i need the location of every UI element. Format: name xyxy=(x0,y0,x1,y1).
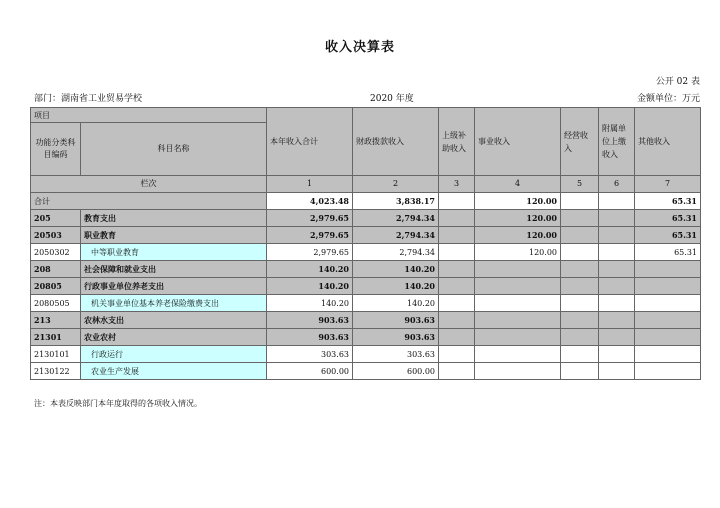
unit-label: 金额单位：万元 xyxy=(636,94,700,104)
cell-business xyxy=(475,312,561,329)
table-row xyxy=(31,261,701,278)
cell-other xyxy=(635,261,701,278)
cell-name: 农业农村 xyxy=(81,329,267,346)
table-row xyxy=(31,244,701,261)
cell-total: 903.63 xyxy=(267,312,353,329)
cell-code: 20503 xyxy=(31,227,81,244)
cell-total: 903.63 xyxy=(267,329,353,346)
header-fiscal: 财政拨款收入 xyxy=(353,108,439,176)
cell-other xyxy=(635,363,701,380)
header-total: 本年收入合计 xyxy=(267,108,353,176)
cell-superior xyxy=(439,363,475,380)
table-row xyxy=(31,363,701,380)
cell-code: 205 xyxy=(31,210,81,227)
cell-name: 行政运行 xyxy=(81,346,267,363)
cell-affiliated xyxy=(599,261,635,278)
col-number: 1 xyxy=(267,176,353,193)
cell-operating xyxy=(561,278,599,295)
table-row xyxy=(31,210,701,227)
cell-fiscal: 140.20 xyxy=(353,261,439,278)
cell-code: 2080505 xyxy=(31,295,81,312)
cell-superior xyxy=(439,278,475,295)
year-label: 2020 年度 xyxy=(370,94,414,104)
cell-code: 21301 xyxy=(31,329,81,346)
cell-fiscal: 2,794.34 xyxy=(353,227,439,244)
cell-total: 600.00 xyxy=(267,363,353,380)
cell-affiliated xyxy=(599,193,635,210)
cell-operating xyxy=(561,261,599,278)
cell-superior xyxy=(439,261,475,278)
footnote: 注：本表反映部门本年度取得的各项收入情况。 xyxy=(34,399,202,408)
header-affiliated: 附属单位上缴收入 xyxy=(599,108,635,176)
cell-superior xyxy=(439,312,475,329)
cell-business xyxy=(475,278,561,295)
cell-fiscal: 903.63 xyxy=(353,312,439,329)
cell-business xyxy=(475,329,561,346)
cell-total: 2,979.65 xyxy=(267,210,353,227)
cell-operating xyxy=(561,193,599,210)
cell-operating xyxy=(561,312,599,329)
cell-business xyxy=(475,346,561,363)
cell-business xyxy=(475,261,561,278)
cell-superior xyxy=(439,346,475,363)
cell-name: 行政事业单位养老支出 xyxy=(81,278,267,295)
cell-other xyxy=(635,278,701,295)
cell-code: 2130122 xyxy=(31,363,81,380)
cell-name: 机关事业单位基本养老保险缴费支出 xyxy=(81,295,267,312)
cell-superior xyxy=(439,193,475,210)
cell-total: 4,023.48 xyxy=(267,193,353,210)
cell-fiscal: 2,794.34 xyxy=(353,244,439,261)
cell-other: 65.31 xyxy=(635,193,701,210)
cell-other: 65.31 xyxy=(635,227,701,244)
cell-superior xyxy=(439,244,475,261)
cell-code: 2130101 xyxy=(31,346,81,363)
cell-name: 农林水支出 xyxy=(81,312,267,329)
cell-total: 2,979.65 xyxy=(267,244,353,261)
cell-affiliated xyxy=(599,363,635,380)
cell-other xyxy=(635,329,701,346)
header-operating: 经营收入 xyxy=(561,108,599,176)
cell-business: 120.00 xyxy=(475,210,561,227)
cell-other: 65.31 xyxy=(635,244,701,261)
cell-code: 208 xyxy=(31,261,81,278)
form-number: 公开 02 表 xyxy=(655,77,700,87)
col-number: 5 xyxy=(561,176,599,193)
header-business: 事业收入 xyxy=(475,108,561,176)
col-number: 6 xyxy=(599,176,635,193)
cell-other xyxy=(635,346,701,363)
col-number: 7 xyxy=(635,176,701,193)
col-number: 4 xyxy=(475,176,561,193)
header-func-code: 功能分类科目编码 xyxy=(31,123,81,176)
cell-affiliated xyxy=(599,210,635,227)
header-superior: 上级补助收入 xyxy=(439,108,475,176)
cell-code: 2050302 xyxy=(31,244,81,261)
total-row xyxy=(31,193,701,210)
cell-fiscal: 140.20 xyxy=(353,278,439,295)
cell-affiliated xyxy=(599,295,635,312)
cell-fiscal: 600.00 xyxy=(353,363,439,380)
cell-superior xyxy=(439,227,475,244)
cell-affiliated xyxy=(599,244,635,261)
cell-total: 140.20 xyxy=(267,295,353,312)
cell-affiliated xyxy=(599,346,635,363)
table-row xyxy=(31,278,701,295)
cell-fiscal: 2,794.34 xyxy=(353,210,439,227)
cell-superior xyxy=(439,329,475,346)
cell-affiliated xyxy=(599,227,635,244)
table-row xyxy=(31,227,701,244)
cell-affiliated xyxy=(599,312,635,329)
cell-business xyxy=(475,295,561,312)
department-label: 部门：湖南省工业贸易学校 xyxy=(34,94,143,104)
page-title: 收入决算表 xyxy=(324,40,395,55)
cell-operating xyxy=(561,329,599,346)
cell-total: 303.63 xyxy=(267,346,353,363)
cell-name: 职业教育 xyxy=(81,227,267,244)
cell-name: 农业生产发展 xyxy=(81,363,267,380)
cell-total: 140.20 xyxy=(267,261,353,278)
cell-superior xyxy=(439,295,475,312)
col-number: 3 xyxy=(439,176,475,193)
cell-code: 213 xyxy=(31,312,81,329)
cell-operating xyxy=(561,295,599,312)
cell-total: 2,979.65 xyxy=(267,227,353,244)
cell-business: 120.00 xyxy=(475,244,561,261)
meta-row xyxy=(30,91,700,103)
header-other: 其他收入 xyxy=(635,108,701,176)
cell-fiscal: 903.63 xyxy=(353,329,439,346)
cell-business: 120.00 xyxy=(475,193,561,210)
table-row xyxy=(31,346,701,363)
table-row xyxy=(31,312,701,329)
cell-operating xyxy=(561,363,599,380)
col-number: 2 xyxy=(353,176,439,193)
cell-superior xyxy=(439,210,475,227)
total-label: 合计 xyxy=(31,193,267,210)
cell-affiliated xyxy=(599,278,635,295)
header-col-label: 栏次 xyxy=(31,176,267,193)
cell-operating xyxy=(561,244,599,261)
cell-name: 中等职业教育 xyxy=(81,244,267,261)
cell-fiscal: 303.63 xyxy=(353,346,439,363)
cell-fiscal: 140.20 xyxy=(353,295,439,312)
cell-operating xyxy=(561,346,599,363)
cell-other xyxy=(635,312,701,329)
table-row xyxy=(31,295,701,312)
table-row xyxy=(31,329,701,346)
cell-business xyxy=(475,363,561,380)
cell-other xyxy=(635,295,701,312)
cell-operating xyxy=(561,210,599,227)
cell-total: 140.20 xyxy=(267,278,353,295)
income-table xyxy=(30,107,701,380)
cell-business: 120.00 xyxy=(475,227,561,244)
cell-operating xyxy=(561,227,599,244)
cell-other: 65.31 xyxy=(635,210,701,227)
cell-affiliated xyxy=(599,329,635,346)
cell-name: 教育支出 xyxy=(81,210,267,227)
header-project: 项目 xyxy=(31,108,267,123)
cell-fiscal: 3,838.17 xyxy=(353,193,439,210)
header-subject-name: 科目名称 xyxy=(81,123,267,176)
cell-name: 社会保障和就业支出 xyxy=(81,261,267,278)
cell-code: 20805 xyxy=(31,278,81,295)
